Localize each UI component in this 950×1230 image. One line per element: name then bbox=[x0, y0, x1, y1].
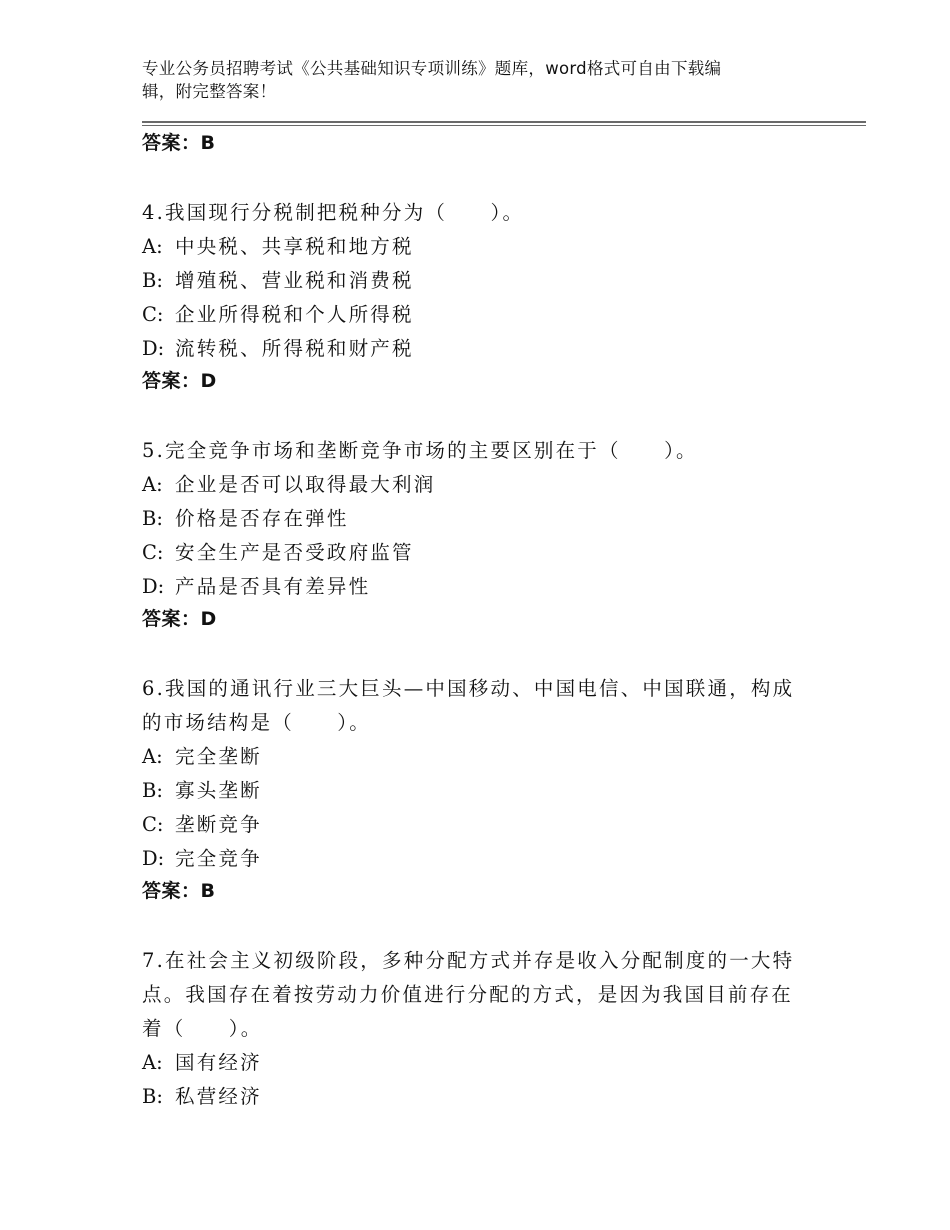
question-text-line-3: 着（ ）。 bbox=[142, 1017, 263, 1040]
option-text: 完全垄断 bbox=[175, 745, 262, 768]
option-a bbox=[142, 740, 822, 774]
option-text: 国有经济 bbox=[175, 1051, 262, 1074]
option-letter: C: bbox=[142, 303, 164, 326]
option-c bbox=[142, 298, 822, 332]
option-letter: A: bbox=[142, 473, 163, 496]
spacer bbox=[142, 158, 822, 196]
option-text: 企业是否可以取得最大利润 bbox=[175, 473, 436, 496]
option-letter: A: bbox=[142, 745, 163, 768]
option-letter: B: bbox=[142, 779, 163, 802]
answer-label: 答案：D bbox=[142, 608, 217, 630]
option-a bbox=[142, 230, 822, 264]
option-c bbox=[142, 536, 822, 570]
question-5 bbox=[142, 434, 822, 634]
option-text: 完全竞争 bbox=[175, 847, 262, 870]
spacer bbox=[142, 634, 822, 672]
answer-label: 答案：B bbox=[142, 880, 216, 902]
option-letter: A: bbox=[142, 1051, 163, 1074]
option-letter: B: bbox=[142, 1085, 163, 1108]
option-letter: D: bbox=[142, 847, 165, 870]
option-text: 价格是否存在弹性 bbox=[175, 507, 349, 530]
option-text: 产品是否具有差异性 bbox=[175, 575, 371, 598]
previous-answer: 答案：B bbox=[142, 132, 216, 154]
option-b bbox=[142, 774, 822, 808]
option-b bbox=[142, 502, 822, 536]
option-text: 安全生产是否受政府监管 bbox=[175, 541, 414, 564]
option-a bbox=[142, 1046, 822, 1080]
option-letter: A: bbox=[142, 235, 163, 258]
question-text-line-2: 点。我国存在着按劳动力价值进行分配的方式，是因为我国目前存在 bbox=[142, 983, 794, 1006]
question-text-line-2: 的市场结构是（ ）。 bbox=[142, 711, 371, 734]
header-line-2: 辑，附完整答案！ bbox=[142, 82, 277, 101]
question-4 bbox=[142, 196, 822, 396]
option-letter: C: bbox=[142, 813, 164, 836]
option-letter: B: bbox=[142, 507, 163, 530]
option-letter: D: bbox=[142, 575, 165, 598]
answer-label: 答案：D bbox=[142, 370, 217, 392]
question-6 bbox=[142, 672, 822, 906]
question-text-line-1: 6.我国的通讯行业三大巨头—中国移动、中国电信、中国联通，构成 bbox=[142, 677, 795, 700]
header-line-1: 专业公务员招聘考试《公共基础知识专项训练》题库，word格式可自由下载编 bbox=[142, 59, 722, 78]
option-letter: D: bbox=[142, 337, 165, 360]
option-d bbox=[142, 332, 822, 366]
header-rule-thin bbox=[142, 125, 866, 126]
page-header bbox=[142, 57, 802, 103]
question-list bbox=[142, 128, 822, 1114]
option-text: 流转税、所得税和财产税 bbox=[175, 337, 414, 360]
option-d bbox=[142, 570, 822, 604]
option-c bbox=[142, 808, 822, 842]
question-text-line-1: 7.在社会主义初级阶段，多种分配方式并存是收入分配制度的一大特 bbox=[142, 949, 795, 972]
option-text: 中央税、共享税和地方税 bbox=[175, 235, 414, 258]
option-text: 企业所得税和个人所得税 bbox=[175, 303, 414, 326]
header-rule-thick bbox=[142, 121, 866, 123]
question-text: 5.完全竞争市场和垄断竞争市场的主要区别在于（ ）。 bbox=[142, 439, 698, 462]
option-letter: C: bbox=[142, 541, 164, 564]
option-text: 垄断竞争 bbox=[175, 813, 262, 836]
option-text: 增殖税、营业税和消费税 bbox=[175, 269, 414, 292]
option-letter: B: bbox=[142, 269, 163, 292]
option-b bbox=[142, 264, 822, 298]
question-7 bbox=[142, 944, 822, 1114]
spacer bbox=[142, 906, 822, 944]
option-d bbox=[142, 842, 822, 876]
question-text: 4.我国现行分税制把税种分为（ ）。 bbox=[142, 201, 525, 224]
option-b bbox=[142, 1080, 822, 1114]
option-text: 寡头垄断 bbox=[175, 779, 262, 802]
spacer bbox=[142, 396, 822, 434]
option-text: 私营经济 bbox=[175, 1085, 262, 1108]
option-a bbox=[142, 468, 822, 502]
